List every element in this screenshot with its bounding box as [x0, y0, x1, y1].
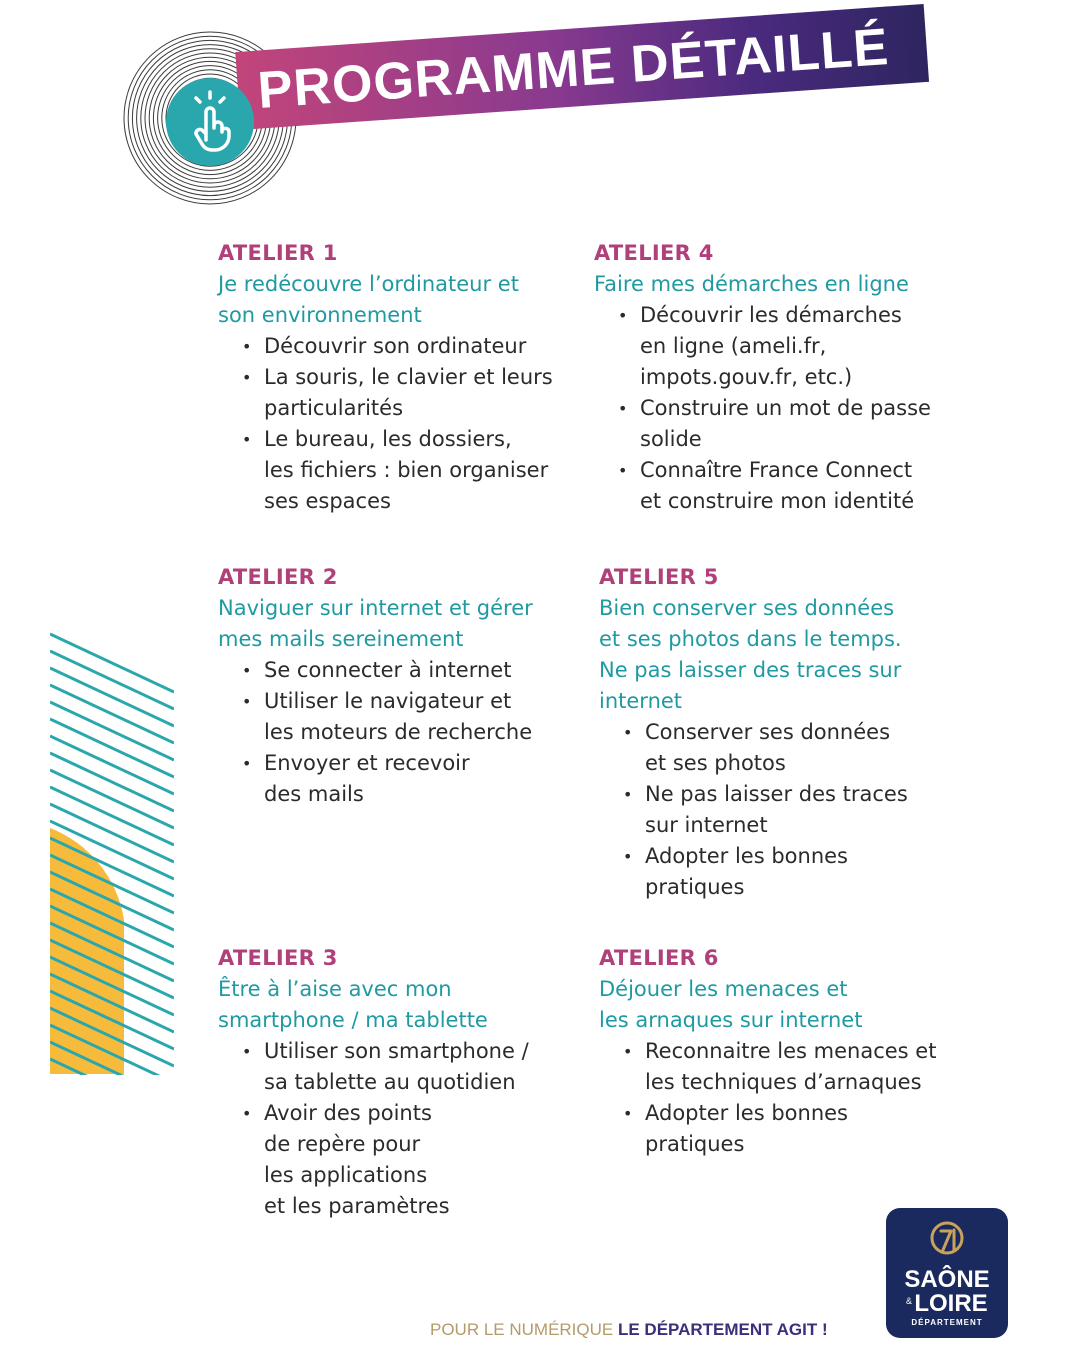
list-item: • Adopter les bonnes pratiques — [645, 841, 959, 903]
deco-stripe — [50, 685, 174, 743]
list-item: • Découvrir les démarches en ligne (ameli.fr, impots.gouv.fr, etc.) — [640, 300, 954, 393]
atelier-2 — [218, 562, 578, 810]
atelier-6 — [599, 943, 959, 1160]
deco-stripe — [50, 651, 174, 709]
list-item: • La souris, le clavier et leurs particularités — [264, 362, 578, 424]
footer-prefix: POUR LE NUMÉRIQUE — [430, 1320, 614, 1339]
atelier-label: ATELIER 1 — [218, 241, 338, 265]
atelier-1 — [218, 238, 578, 517]
atelier-items — [594, 300, 954, 517]
list-item: • Utiliser le navigateur et les moteurs de recherche — [264, 686, 578, 748]
logo-line-3: DÉPARTEMENT — [911, 1318, 983, 1327]
list-item: • Conserver ses données et ses photos — [645, 717, 959, 779]
atelier-3 — [218, 943, 578, 1222]
logo-line-2: LOIRE — [914, 1290, 988, 1317]
list-item: • Se connecter à internet — [264, 655, 578, 686]
atelier-4 — [594, 238, 954, 517]
atelier-subtitle: Faire mes démarches en ligne — [594, 272, 909, 296]
atelier-label: ATELIER 4 — [594, 241, 714, 265]
deco-stripe — [50, 770, 174, 828]
list-item: • Construire un mot de passe solide — [640, 393, 954, 455]
deco-stripe — [50, 719, 174, 777]
hand-pointer-icon — [166, 78, 254, 166]
atelier-items — [599, 1036, 959, 1160]
footer-tagline — [430, 1320, 828, 1340]
atelier-subtitle: Je redécouvre l’ordinateur et son environnement — [218, 272, 519, 327]
diagonal-stripes-icon — [46, 630, 176, 1080]
atelier-5 — [599, 562, 959, 903]
list-item: • Reconnaitre les menaces et les techniques d’arnaques — [645, 1036, 959, 1098]
department-logo — [886, 1208, 1008, 1338]
deco-stripe — [50, 753, 174, 811]
list-item: • Connaître France Connect et construire mon identité — [640, 455, 954, 517]
list-item: • Utiliser son smartphone / sa tablette au quotidien — [264, 1036, 578, 1098]
list-item: • Découvrir son ordinateur — [264, 331, 578, 362]
atelier-items — [218, 1036, 578, 1222]
deco-stripe — [50, 634, 174, 692]
atelier-items — [218, 655, 578, 810]
logo-ampersand: & — [906, 1296, 913, 1306]
hand-pointer-badge — [166, 78, 254, 166]
department-emblem-icon — [927, 1218, 967, 1260]
list-item: • Ne pas laisser des traces sur internet — [645, 779, 959, 841]
list-item: • Adopter les bonnes pratiques — [645, 1098, 959, 1160]
page-title: PROGRAMME DÉTAILLÉ — [255, 17, 891, 120]
deco-stripe — [50, 787, 174, 845]
deco-stripe — [50, 736, 174, 794]
list-item: • Avoir des points de repère pour les applications et les paramètres — [264, 1098, 578, 1222]
atelier-subtitle: Être à l’aise avec mon smartphone / ma tablette — [218, 977, 488, 1032]
atelier-label: ATELIER 3 — [218, 946, 338, 970]
logo-line-1: SAÔNE — [904, 1266, 990, 1293]
list-item: • Envoyer et recevoir des mails — [264, 748, 578, 810]
atelier-items — [599, 717, 959, 903]
atelier-label: ATELIER 2 — [218, 565, 338, 589]
atelier-label: ATELIER 5 — [599, 565, 719, 589]
deco-stripe — [50, 702, 174, 760]
deco-stripe — [50, 668, 174, 726]
atelier-subtitle: Déjouer les menaces et les arnaques sur internet — [599, 977, 863, 1032]
atelier-label: ATELIER 6 — [599, 946, 719, 970]
footer-highlight: LE DÉPARTEMENT AGIT ! — [617, 1320, 828, 1339]
atelier-items — [218, 331, 578, 517]
atelier-subtitle: Bien conserver ses données et ses photos dans le temps. Ne pas laisser des traces sur internet — [599, 596, 902, 713]
list-item: • Le bureau, les dossiers, les fichiers : bien organiser ses espaces — [264, 424, 578, 517]
atelier-subtitle: Naviguer sur internet et gérer mes mails sereinement — [218, 596, 533, 651]
